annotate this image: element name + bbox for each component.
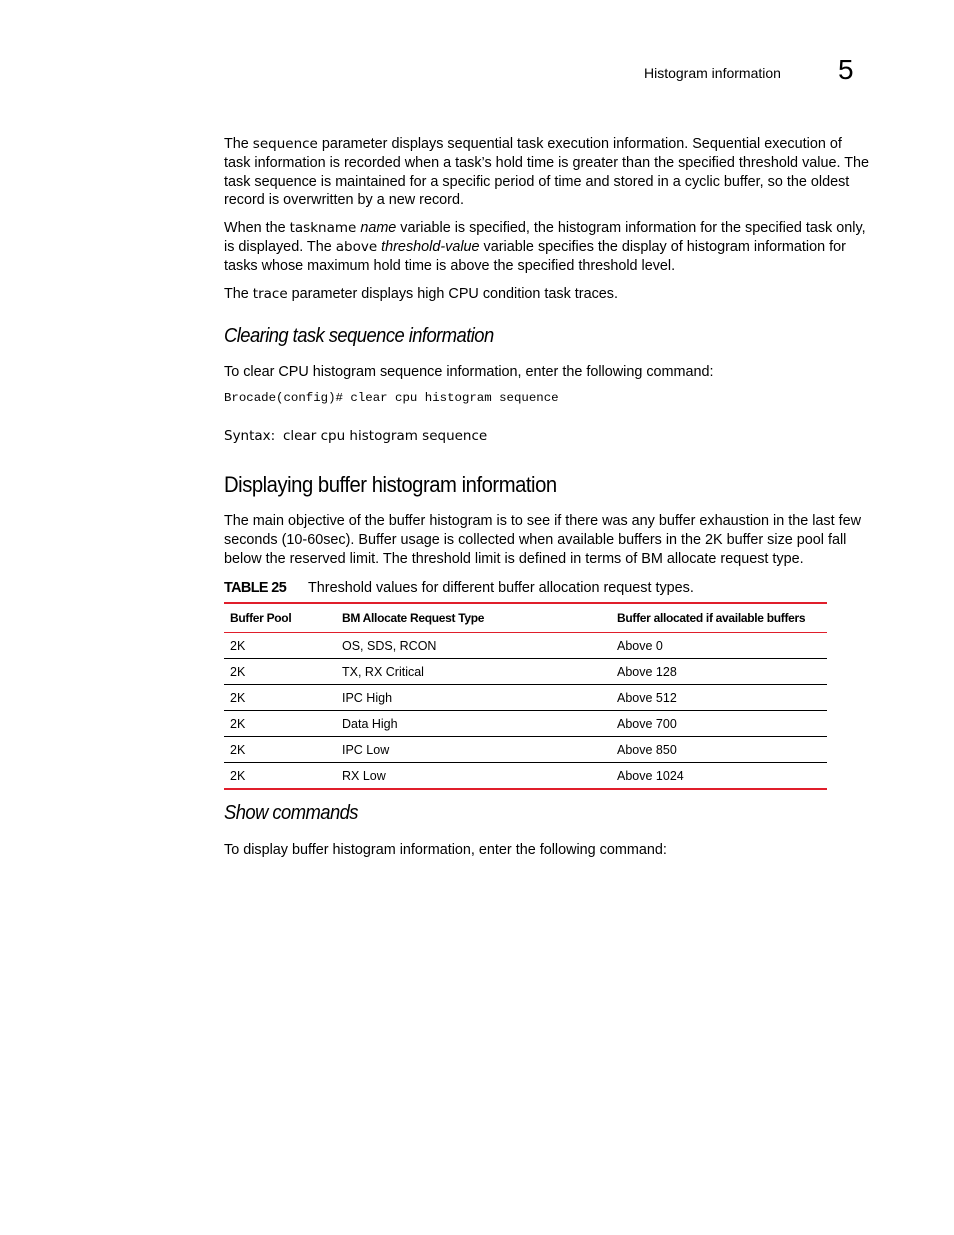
- keyword-sequence: sequence: [252, 136, 318, 152]
- threshold-table: [224, 602, 827, 790]
- table-cell: Above 512: [611, 685, 827, 711]
- clearing-heading: Clearing task sequence information: [224, 325, 494, 347]
- sequence-paragraph: The sequence parameter displays sequential task execution information. Sequential execution of task information is recorded when a task’s hold time is greater than the specified threshold value. The task sequence is maintained for a specific period of time and stored in a cyclic buffer, so the oldest record is overwritten by a new record.: [224, 136, 869, 209]
- table-cell: 2K: [224, 685, 336, 711]
- syntax-label: Syntax:: [224, 428, 276, 444]
- table-cell: 2K: [224, 737, 336, 763]
- table-label: TABLE 25: [224, 580, 287, 596]
- variable-threshold-value: threshold-value: [381, 238, 480, 255]
- table-cell: IPC Low: [336, 737, 611, 763]
- table-cell: Above 700: [611, 711, 827, 737]
- table-row: [224, 737, 827, 763]
- table-cell: RX Low: [336, 763, 611, 790]
- variable-name: name: [360, 220, 397, 236]
- table-cell: 2K: [224, 763, 336, 790]
- column-header-buffer-allocated: Buffer allocated if available buffers: [611, 603, 827, 633]
- table-cell: TX, RX Critical: [336, 659, 611, 685]
- table-cell: 2K: [224, 659, 336, 685]
- table-caption: [224, 580, 694, 596]
- trace-paragraph: The trace parameter displays high CPU condition task traces.: [224, 286, 618, 302]
- table-cell: IPC High: [336, 685, 611, 711]
- table-cell: Above 850: [611, 737, 827, 763]
- buffer-section-body: The main objective of the buffer histogram is to see if there was any buffer exhaustion in the last few seconds (10-60sec). Buffer usage is collected when available buffers in the 2K buffer size pool fall below the reserved limit. The threshold limit is defined in terms of BM allocate request type.: [224, 513, 862, 567]
- keyword-taskname: taskname: [289, 220, 357, 236]
- taskname-paragraph: When the taskname name variable is specified, the histogram information for the specified task only, is displayed. The above threshold-value variable specifies the display of histogram information for tasks whose maximum hold time is above the specified threshold level.: [224, 220, 866, 274]
- table-cell: 2K: [224, 633, 336, 659]
- table-cell: Above 1024: [611, 763, 827, 790]
- table-row: [224, 633, 827, 659]
- table-cell: 2K: [224, 711, 336, 737]
- table-cell: Above 128: [611, 659, 827, 685]
- table-cell: OS, SDS, RCON: [336, 633, 611, 659]
- table-cell: Above 0: [611, 633, 827, 659]
- keyword-above: above: [335, 238, 378, 255]
- table-cell: Data High: [336, 711, 611, 737]
- keyword-trace: trace: [252, 286, 288, 302]
- clear-command-example: Brocade(config)# clear cpu histogram sequence: [224, 391, 559, 405]
- table-header-row: [224, 603, 827, 633]
- chapter-number: 5: [838, 54, 854, 85]
- syntax-command: clear cpu histogram sequence: [283, 428, 488, 444]
- running-header-title: Histogram information: [644, 65, 781, 81]
- buffer-section-heading: Displaying buffer histogram information: [224, 472, 557, 497]
- table-caption-text: Threshold values for different buffer allocation request types.: [308, 580, 694, 596]
- table-row: [224, 763, 827, 790]
- show-commands-heading: Show commands: [224, 802, 358, 824]
- column-header-request-type: BM Allocate Request Type: [336, 603, 611, 633]
- table-row: [224, 711, 827, 737]
- table-row: [224, 685, 827, 711]
- syntax-line: [224, 427, 487, 444]
- table-row: [224, 659, 827, 685]
- column-header-buffer-pool: Buffer Pool: [224, 603, 336, 633]
- show-commands-intro: To display buffer histogram information, enter the following command:: [224, 842, 667, 858]
- clearing-intro: To clear CPU histogram sequence information, enter the following command:: [224, 364, 714, 380]
